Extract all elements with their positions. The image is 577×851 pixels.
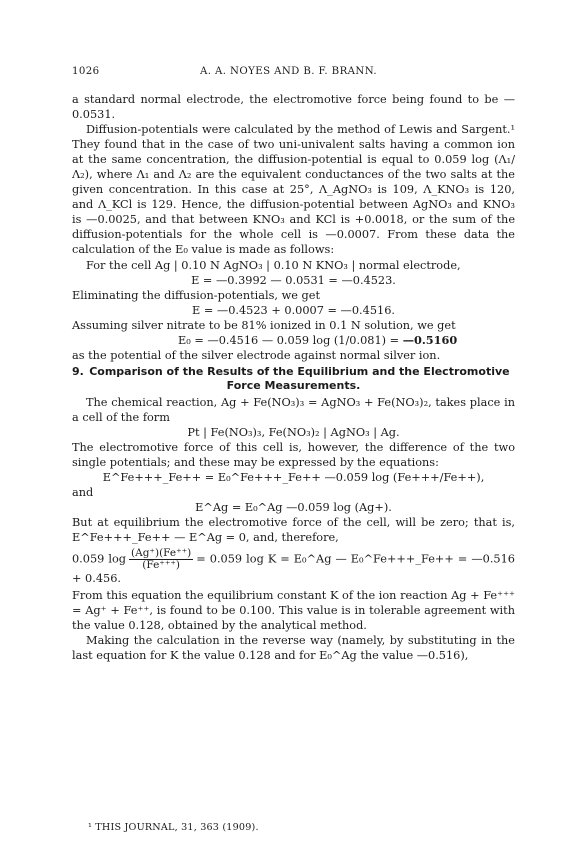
paragraph: The electromotive force of this cell is, however, the difference of the two single potentials; and these may be expressed by the equations: [72, 441, 515, 470]
fraction [129, 548, 193, 571]
page-number: 1026 [72, 66, 100, 77]
section-heading [72, 365, 515, 394]
equation: E = —0.4523 + 0.0007 = —0.4516. [192, 303, 395, 317]
paragraph: For the cell Ag | 0.10 N AgNO₃ | 0.10 N KNO₃ | normal electrode, [86, 258, 461, 272]
footnote: ¹ THIS JOURNAL, 31, 363 (1909). [88, 822, 259, 833]
paragraph: Assuming silver nitrate to be 81% ionized in 0.1 N solution, we get [72, 318, 456, 332]
paragraph: a standard normal electrode, the electromotive force being found to be —0.0531. [72, 93, 515, 122]
paragraph: as the potential of the silver electrode against normal silver ion. [72, 348, 441, 362]
equation: Pt | Fe(NO₃)₃, Fe(NO₃)₂ | AgNO₃ | Ag. [187, 426, 400, 440]
equation [72, 333, 515, 348]
denominator: (Fe⁺⁺⁺) [142, 558, 181, 571]
paragraph: From this equation the equilibrium constant K of the ion reaction Ag + Fe⁺⁺⁺ = Ag⁺ + Fe⁺⁺, is found to be 0.100. This value is in tolerable agreement with the value 0.128, obtained by the analytical method. [72, 588, 515, 632]
section-title: Comparison of the Results of the Equilibrium and the Electromotive Force Measurements. [89, 364, 510, 393]
equation: E^Fe+++_Fe++ = E₀^Fe+++_Fe++ —0.059 log (Fe+++/Fe++), [102, 471, 485, 485]
paragraph: The chemical reaction, Ag + Fe(NO₃)₃ = AgNO₃ + Fe(NO₃)₂, takes place in a cell of the form [72, 396, 515, 425]
numerator: (Ag⁺)(Fe⁺⁺) [131, 546, 192, 559]
equation-lead: 0.059 log [72, 552, 127, 565]
paragraph: and [72, 486, 94, 500]
equation-result: —0.5160 [402, 332, 458, 347]
equation-lhs: E₀ = —0.4516 — 0.059 log (1/0.081) = [178, 333, 403, 347]
equation-rest: = 0.059 log K = E₀^Ag — E₀^Fe+++_Fe++ = —0.516 + 0.456. [72, 552, 515, 585]
paragraph: Making the calculation in the reverse way (namely, by substituting in the last equation for K the value 0.128 and for E₀^Ag the value —0.516), [72, 633, 515, 662]
running-header [72, 66, 505, 80]
equation: E^Ag = E₀^Ag —0.059 log (Ag+). [195, 501, 392, 515]
equation: E = —0.3992 — 0.0531 = —0.4523. [191, 273, 396, 287]
paragraph: But at equilibrium the electromotive force of the cell, will be zero; that is, E^Fe+++_Fe++ — E^Ag = 0, and, therefore, [72, 516, 515, 545]
body-text [72, 92, 515, 663]
section-number: 9. [72, 364, 84, 378]
paragraph: Eliminating the diffusion-potentials, we get [72, 288, 321, 302]
equation [72, 548, 515, 586]
running-title: A. A. NOYES AND B. F. BRANN. [199, 66, 378, 77]
paragraph: Diffusion-potentials were calculated by the method of Lewis and Sargent.¹ They found that in the case of two uni-univalent salts having a common ion at the same concentration, the diffusion-potential is equal to 0.059 log (Λ₁/Λ₂), where Λ₁ and Λ₂ are the equivalent conductances of the two salts at the given concentration. In this case at 25°, Λ_AgNO₃ is 109, Λ_KNO₃ is 120, and Λ_KCl is 129. Hence, the diffusion-potential between AgNO₃ and KNO₃ is —0.0025, and that between KNO₃ and KCl is +0.0018, or the sum of the diffusion-potentials for the whole cell is —0.0007. From these data the calculation of the E₀ value is made as follows: [72, 123, 515, 257]
